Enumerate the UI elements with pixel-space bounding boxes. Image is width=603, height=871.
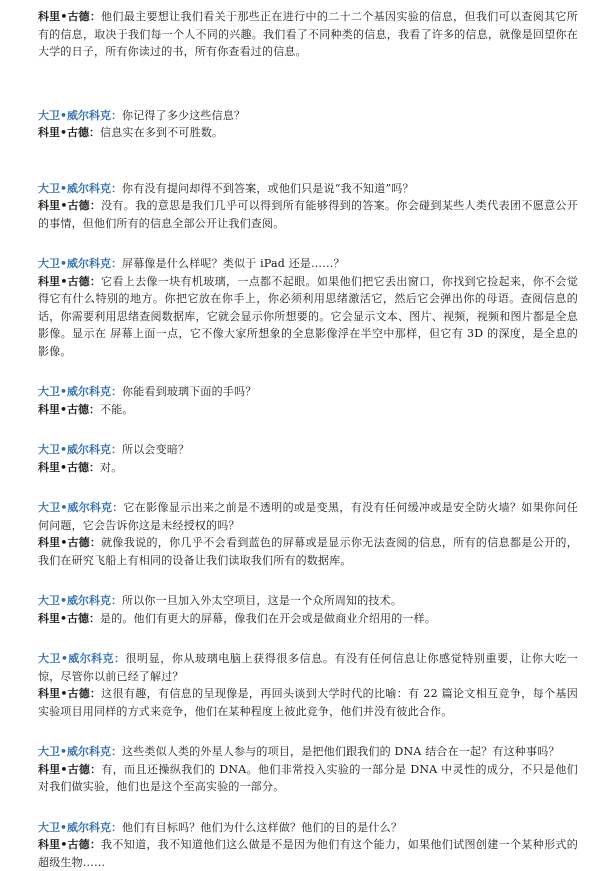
speech-text: 你有没有提问却得不到答案，或他们只是说“我不知道”吗？ <box>122 182 414 195</box>
speaker-name: 大卫•威尔科克： <box>38 594 122 607</box>
speech-text: 它在影像显示出来之前是不透明的或是变黑，有没有任何缓冲或是安全防火墙？如果你问任何问题，它会告诉你这是未经授权的吗？ <box>38 501 578 532</box>
dialogue-line <box>38 124 578 142</box>
dialogue-line <box>38 534 578 569</box>
speech-text: 很明显，你从玻璃电脑上获得很多信息。有没有任何信息让你感觉特别重要，让你大吃一惊，尽管你以前已经了解过？ <box>38 652 578 683</box>
speech-text: 这些类似人类的外星人参与的项目，是把他们跟我们的 DNA 结合在一起？有这种事吗？ <box>122 745 560 758</box>
dialogue-line <box>38 180 578 198</box>
dialogue-line <box>38 685 578 720</box>
speech-text: 信息实在多到不可胜数。 <box>100 126 223 139</box>
speaker-name: 科里•古德： <box>38 838 101 851</box>
dialogue-line <box>38 107 578 125</box>
dialogue-block <box>38 592 578 627</box>
speech-text: 所以会变暗？ <box>122 443 189 456</box>
speech-text: 不能。 <box>100 403 134 416</box>
dialogue-block <box>38 499 578 569</box>
speaker-name: 科里•古德： <box>38 536 101 549</box>
dialogue-block <box>38 255 578 360</box>
speech-text: 他们最主要想让我们看关于那些正在进行中的二十二个基因实验的信息，但我们可以查阅其它所有的信息，取决于我们每一个人不同的兴趣。我们看了不同种类的信息，我看了许多的信息，就像是回望你在大学的日子，所有你读过的书，所有你查看过的信息。 <box>38 10 578 58</box>
speaker-name: 科里•古德： <box>38 275 101 288</box>
dialogue-line <box>38 8 578 61</box>
speech-text: 没有。我的意思是我们几乎可以得到所有能够得到的答案。你会碰到某些人类代表团不愿意公开的事情，但他们所有的信息全部公开让我们查阅。 <box>38 199 578 230</box>
dialogue-line <box>38 401 578 419</box>
speaker-name: 科里•古德： <box>38 687 101 700</box>
dialogue-line <box>38 592 578 610</box>
speech-text: 对。 <box>100 461 122 474</box>
speaker-name: 大卫•威尔科克： <box>38 182 122 195</box>
speaker-name: 科里•古德： <box>38 199 101 212</box>
transcript-page <box>38 8 578 871</box>
dialogue-line <box>38 255 578 273</box>
speech-text: 就像我说的，你几乎不会看到蓝色的屏幕或是显示你无法查阅的信息，所有的信息都是公开的，我们在研究飞船上有相同的设备让我们读取我们所有的数据库。 <box>38 536 578 567</box>
dialogue-line <box>38 836 578 871</box>
dialogue-line <box>38 650 578 685</box>
speaker-name: 科里•古德： <box>38 10 101 23</box>
speaker-name: 大卫•威尔科克： <box>38 109 122 122</box>
dialogue-line <box>38 499 578 534</box>
dialogue-line <box>38 761 578 796</box>
dialogue-block <box>38 180 578 233</box>
speaker-name: 大卫•威尔科克： <box>38 821 122 834</box>
speech-text: 所以你一旦加入外太空项目，这是一个众所周知的技术。 <box>122 594 402 607</box>
speaker-name: 大卫•威尔科克： <box>38 257 122 270</box>
dialogue-line <box>38 610 578 628</box>
speaker-name: 大卫•威尔科克： <box>38 385 122 398</box>
speaker-name: 大卫•威尔科克： <box>38 501 123 514</box>
speech-text: 有，而且还操纵我们的 DNA。他们非常投入实验的一部分是 DNA 中灵性的成分，不只是他们对我们做实验，他们也是这个至高实验的一部分。 <box>38 763 578 794</box>
speech-text: 他们有目标吗？他们为什么这样做？他们的目的是什么？ <box>122 821 402 834</box>
speaker-name: 科里•古德： <box>38 126 100 139</box>
dialogue-block <box>38 441 578 476</box>
dialogue-block <box>38 8 578 61</box>
dialogue-block <box>38 819 578 871</box>
dialogue-line <box>38 197 578 232</box>
dialogue-line <box>38 459 578 477</box>
dialogue-line <box>38 273 578 361</box>
dialogue-block <box>38 743 578 796</box>
speech-text: 是的。他们有更大的屏幕，像我们在开会或是做商业介绍用的一样。 <box>100 612 436 625</box>
speech-text: 屏幕像是什么样呢？类似于 iPad 还是……？ <box>122 257 345 270</box>
dialogue-block <box>38 107 578 142</box>
speech-text: 它看上去像一块有机玻璃，一点都不起眼。如果他们把它丢出窗口，你找到它捡起来，你不会觉得它有什么特别的地方。你把它放在你手上，你必须利用思绪激活它，然后它会弹出你的母语。查阅信息的话，你需要利用思绪查阅数据库，它就会显示你所想要的。它会显示文本、图片、视频，视频和图片都是全息影像。显示在 屏幕上面一点，它不像大家所想象的全息影像浮在半空中那样，但它有 3D 的深度，是全息的影像。 <box>38 275 578 358</box>
speaker-name: 大卫•威尔科克： <box>38 443 122 456</box>
speaker-name: 科里•古德： <box>38 763 101 776</box>
dialogue-block <box>38 383 578 418</box>
speaker-name: 科里•古德： <box>38 403 100 416</box>
speech-text: 我不知道，我不知道他们这么做是不是因为他们有这个能力，如果他们试图创建一个某种形式的超级生物…… <box>38 838 578 869</box>
speaker-name: 科里•古德： <box>38 461 100 474</box>
dialogue-line <box>38 441 578 459</box>
dialogue-line <box>38 819 578 837</box>
speech-text: 你能看到玻璃下面的手吗？ <box>122 385 256 398</box>
speech-text: 这很有趣，有信息的呈现像是，再回头谈到大学时代的比喻：有 22 篇论文相互竞争，每个基因实验项目用同样的方式来竞争，他们在某种程度上彼此竞争，他们并没有彼此合作。 <box>38 687 578 718</box>
speaker-name: 大卫•威尔科克： <box>38 652 125 665</box>
speech-text: 你记得了多少这些信息？ <box>122 109 245 122</box>
speaker-name: 大卫•威尔科克： <box>38 745 122 758</box>
dialogue-line <box>38 743 578 761</box>
dialogue-block <box>38 650 578 720</box>
dialogue-line <box>38 383 578 401</box>
speaker-name: 科里•古德： <box>38 612 100 625</box>
